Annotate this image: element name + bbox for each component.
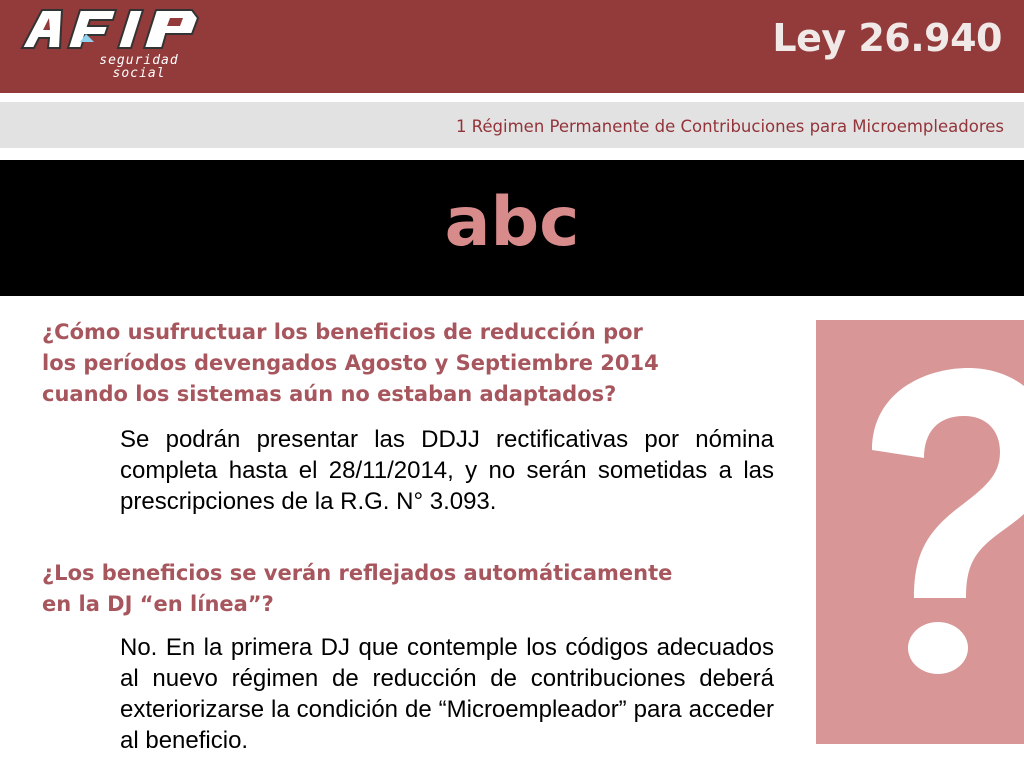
logo-subtitle: seguridad social [99,53,179,81]
faq-question-2 [42,558,672,620]
question-line: cuando los sistemas aún no estaban adaptados? [42,382,617,406]
faq-answer-1: Se podrán presentar las DDJJ rectificativas por nómina completa hasta el 28/11/2014, y no serán sometidas a las prescripciones de la R.G. N° 3.093. [120,426,774,515]
side-panel [816,320,1024,744]
question-mark-icon [850,358,1024,688]
afip-logo [20,6,205,82]
question-line: ¿Los beneficios se verán reflejados automáticamente [42,561,673,585]
subtitle-bar [0,102,1024,148]
banner-title: abc [444,183,580,262]
header-bar [0,0,1024,93]
section-subtitle: 1 Régimen Permanente de Contribuciones para Microempleadores [455,117,1004,136]
law-title: Ley 26.940 [772,16,1002,60]
question-line: ¿Cómo usufructuar los beneficios de reducción por [42,320,643,344]
question-line: los períodos devengados Agosto y Septiembre 2014 [42,351,659,375]
question-line: en la DJ “en línea”? [42,592,274,616]
faq-question-1 [42,317,659,410]
faq-answer-2: No. En la primera DJ que contemple los códigos adecuados al nuevo régimen de reducción de contribuciones deberá exteriorizarse la condición de “Microempleador” para acceder al beneficio. [120,634,774,754]
afip-logo-mark [20,6,205,54]
banner [0,160,1024,296]
